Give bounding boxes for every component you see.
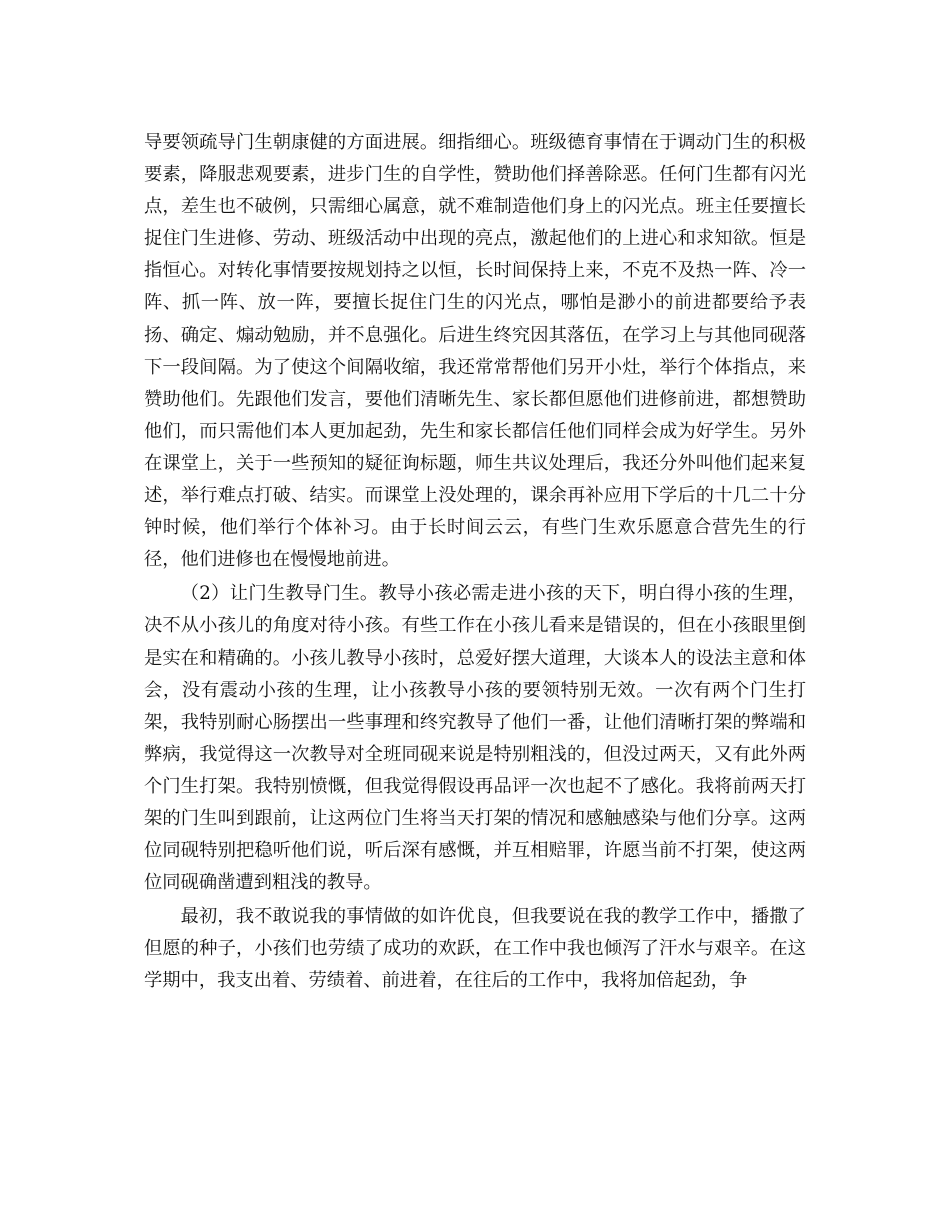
paragraph-student-education: （2）让门生教导门生。教导小孩必需走进小孩的天下，明白得小孩的生理，决不从小孩儿的角度对待小孩。有些工作在小孩儿看来是错误的，但在小孩眼里倒是实在和精确的。小孩儿教导小孩时，总爱好摆大道理，大谈本人的设法主意和体会，没有震动小孩的生理，让小孩教导小孩的要领特别无效。一次有两个门生打架，我特别耐心肠摆出一些事理和终究教导了他们一番，让他们清晰打架的弊端和弊病，我觉得这一次教导对全班同砚来说是特别粗浅的，但没过两天，又有此外两个门生打架。我特别愤慨，但我觉得假设再品评一次也起不了感化。我将前两天打架的门生叫到跟前，让这两位门生将当天打架的情况和感触感染与他们分享。这两位同砚特别把稳听他们说，听后深有感慨，并互相赔罪，许愿当前不打架，使这两位同砚确凿遭到粗浅的教导。: [144, 583, 806, 894]
paragraph-conclusion: 最初，我不敢说我的事情做的如许优良，但我要说在我的教学工作中，播撒了但愿的种子，小孩们也劳绩了成功的欢跃，在工作中我也倾泻了汗水与艰辛。在这学期中，我支出着、劳绩着、前进着，在往后的工作中，我将加倍起劲，争: [144, 906, 806, 992]
document-body: [144, 127, 806, 998]
paragraph-continuation: 导要领疏导门生朝康健的方面进展。细指细心。班级德育事情在于调动门生的积极要素，降服悲观要素，进步门生的自学性，赞助他们择善除恶。任何门生都有闪光点，差生也不破例，只需细心属意，就不难制造他们身上的闪光点。班主任要擅长捉住门生进修、劳动、班级活动中出现的亮点，激起他们的上进心和求知欲。恒是指恒心。对转化事情要按规划持之以恒，长时间保持上来，不克不及热一阵、冷一阵、抓一阵、放一阵，要擅长捉住门生的闪光点，哪怕是渺小的前进都要给予表扬、确定、煽动勉励，并不息强化。后进生终究因其落伍，在学习上与其他同砚落下一段间隔。为了使这个间隔收缩，我还常常帮他们另开小灶，举行个体指点，来赞助他们。先跟他们发言，要他们清晰先生、家长都但愿他们进修前进，都想赞助他们，而只需他们本人更加起劲，先生和家长都信任他们同样会成为好学生。另外在课堂上，关于一些预知的疑征询标题，师生共议处理后，我还分外叫他们起来复述，举行难点打破、结实。而课堂上没处理的，课余再补应用下学后的十几二十分钟时候，他们举行个体补习。由于长时间云云，有些门生欢乐愿意合营先生的行径，他们进修也在慢慢地前进。: [144, 132, 806, 571]
